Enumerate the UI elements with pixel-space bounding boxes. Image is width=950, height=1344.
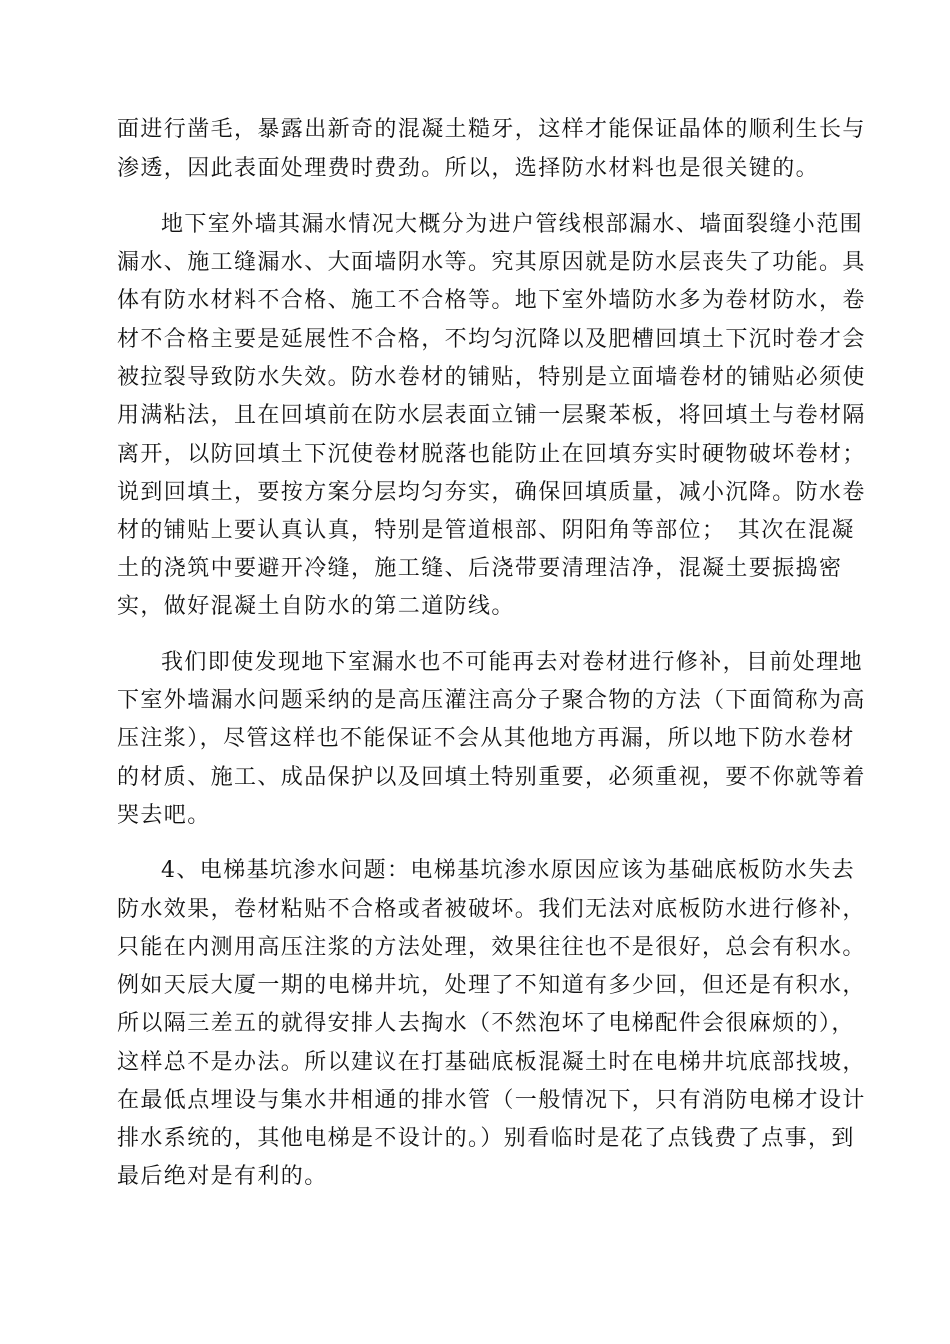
text-line: 说到回填土，要按方案分层均匀夯实，确保回填质量，减小沉降。防水卷 [117, 480, 866, 505]
text-line: 实，做好混凝土自防水的第二道防线。 [117, 594, 515, 619]
text-line: 被拉裂导致防水失效。防水卷材的铺贴，特别是立面墙卷材的铺贴必须使 [117, 365, 866, 390]
text-line: 面进行凿毛，暴露出新奇的混凝土糙牙，这样才能保证晶体的顺利生长与 [117, 117, 866, 142]
text-line: 体有防水材料不合格、施工不合格等。地下室外墙防水多为卷材防水，卷 [117, 288, 866, 313]
text-line: 土的浇筑中要避开冷缝，施工缝、后浇带要清理洁净，混凝土要振捣密 [117, 556, 843, 581]
text-line: 排水系统的，其他电梯是不设计的。）别看临时是花了点钱费了点事，到 [117, 1126, 855, 1151]
text-line: 渗透，因此表面处理费时费劲。所以，选择防水材料也是很关键的。 [117, 156, 820, 181]
text-line: 下室外墙漏水问题采纳的是高压灌注高分子聚合物的方法（下面简称为高 [117, 688, 866, 713]
text-line: 用满粘法，且在回填前在防水层表面立铺一层聚苯板，将回填土与卷材隔 [117, 403, 866, 428]
text-line: 这样总不是办法。所以建议在打基础底板混凝土时在电梯井坑底部找坡， [117, 1050, 866, 1075]
text-line: 材的铺贴上要认真认真，特别是管道根部、阴阳角等部位； 其次在混凝 [117, 518, 855, 543]
text-line: 我们即使发现地下室漏水也不可能再去对卷材进行修补，目前处理地 [161, 650, 864, 675]
text-line: 防水效果，卷材粘贴不合格或者被破坏。我们无法对底板防水进行修补， [117, 897, 866, 922]
text-line: 离开，以防回填土下沉使卷材脱落也能防止在回填夯实时硬物破坏卷材； [117, 442, 866, 467]
text-line: 材不合格主要是延展性不合格，不均匀沉降以及肥槽回填土下沉时卷才会 [117, 327, 866, 352]
text-line: 压注浆），尽管这样也不能保证不会从其他地方再漏，所以地下防水卷材 [117, 726, 855, 751]
text-line: 4、电梯基坑渗水问题：电梯基坑渗水原因应该为基础底板防水失去 [161, 858, 855, 883]
text-line: 哭去吧。 [117, 803, 211, 828]
text-line: 的材质、施工、成品保护以及回填土特别重要，必须重视，要不你就等着 [117, 765, 866, 790]
text-line: 最后绝对是有利的。 [117, 1164, 328, 1189]
text-line: 所以隔三差五的就得安排人去掏水（不然泡坏了电梯配件会很麻烦的）， [117, 1011, 855, 1036]
text-line: 例如天辰大厦一期的电梯井坑，处理了不知道有多少回，但还是有积水， [117, 973, 866, 998]
text-line: 地下室外墙其漏水情况大概分为进户管线根部漏水、墙面裂缝小范围 [161, 212, 864, 237]
text-line: 漏水、施工缝漏水、大面墙阴水等。究其原因就是防水层丧失了功能。具 [117, 250, 866, 275]
text-line: 只能在内测用高压注浆的方法处理，效果往往也不是很好，总会有积水。 [117, 935, 866, 960]
text-line: 在最低点埋设与集水井相通的排水管（一般情况下，只有消防电梯才设计 [117, 1088, 866, 1113]
